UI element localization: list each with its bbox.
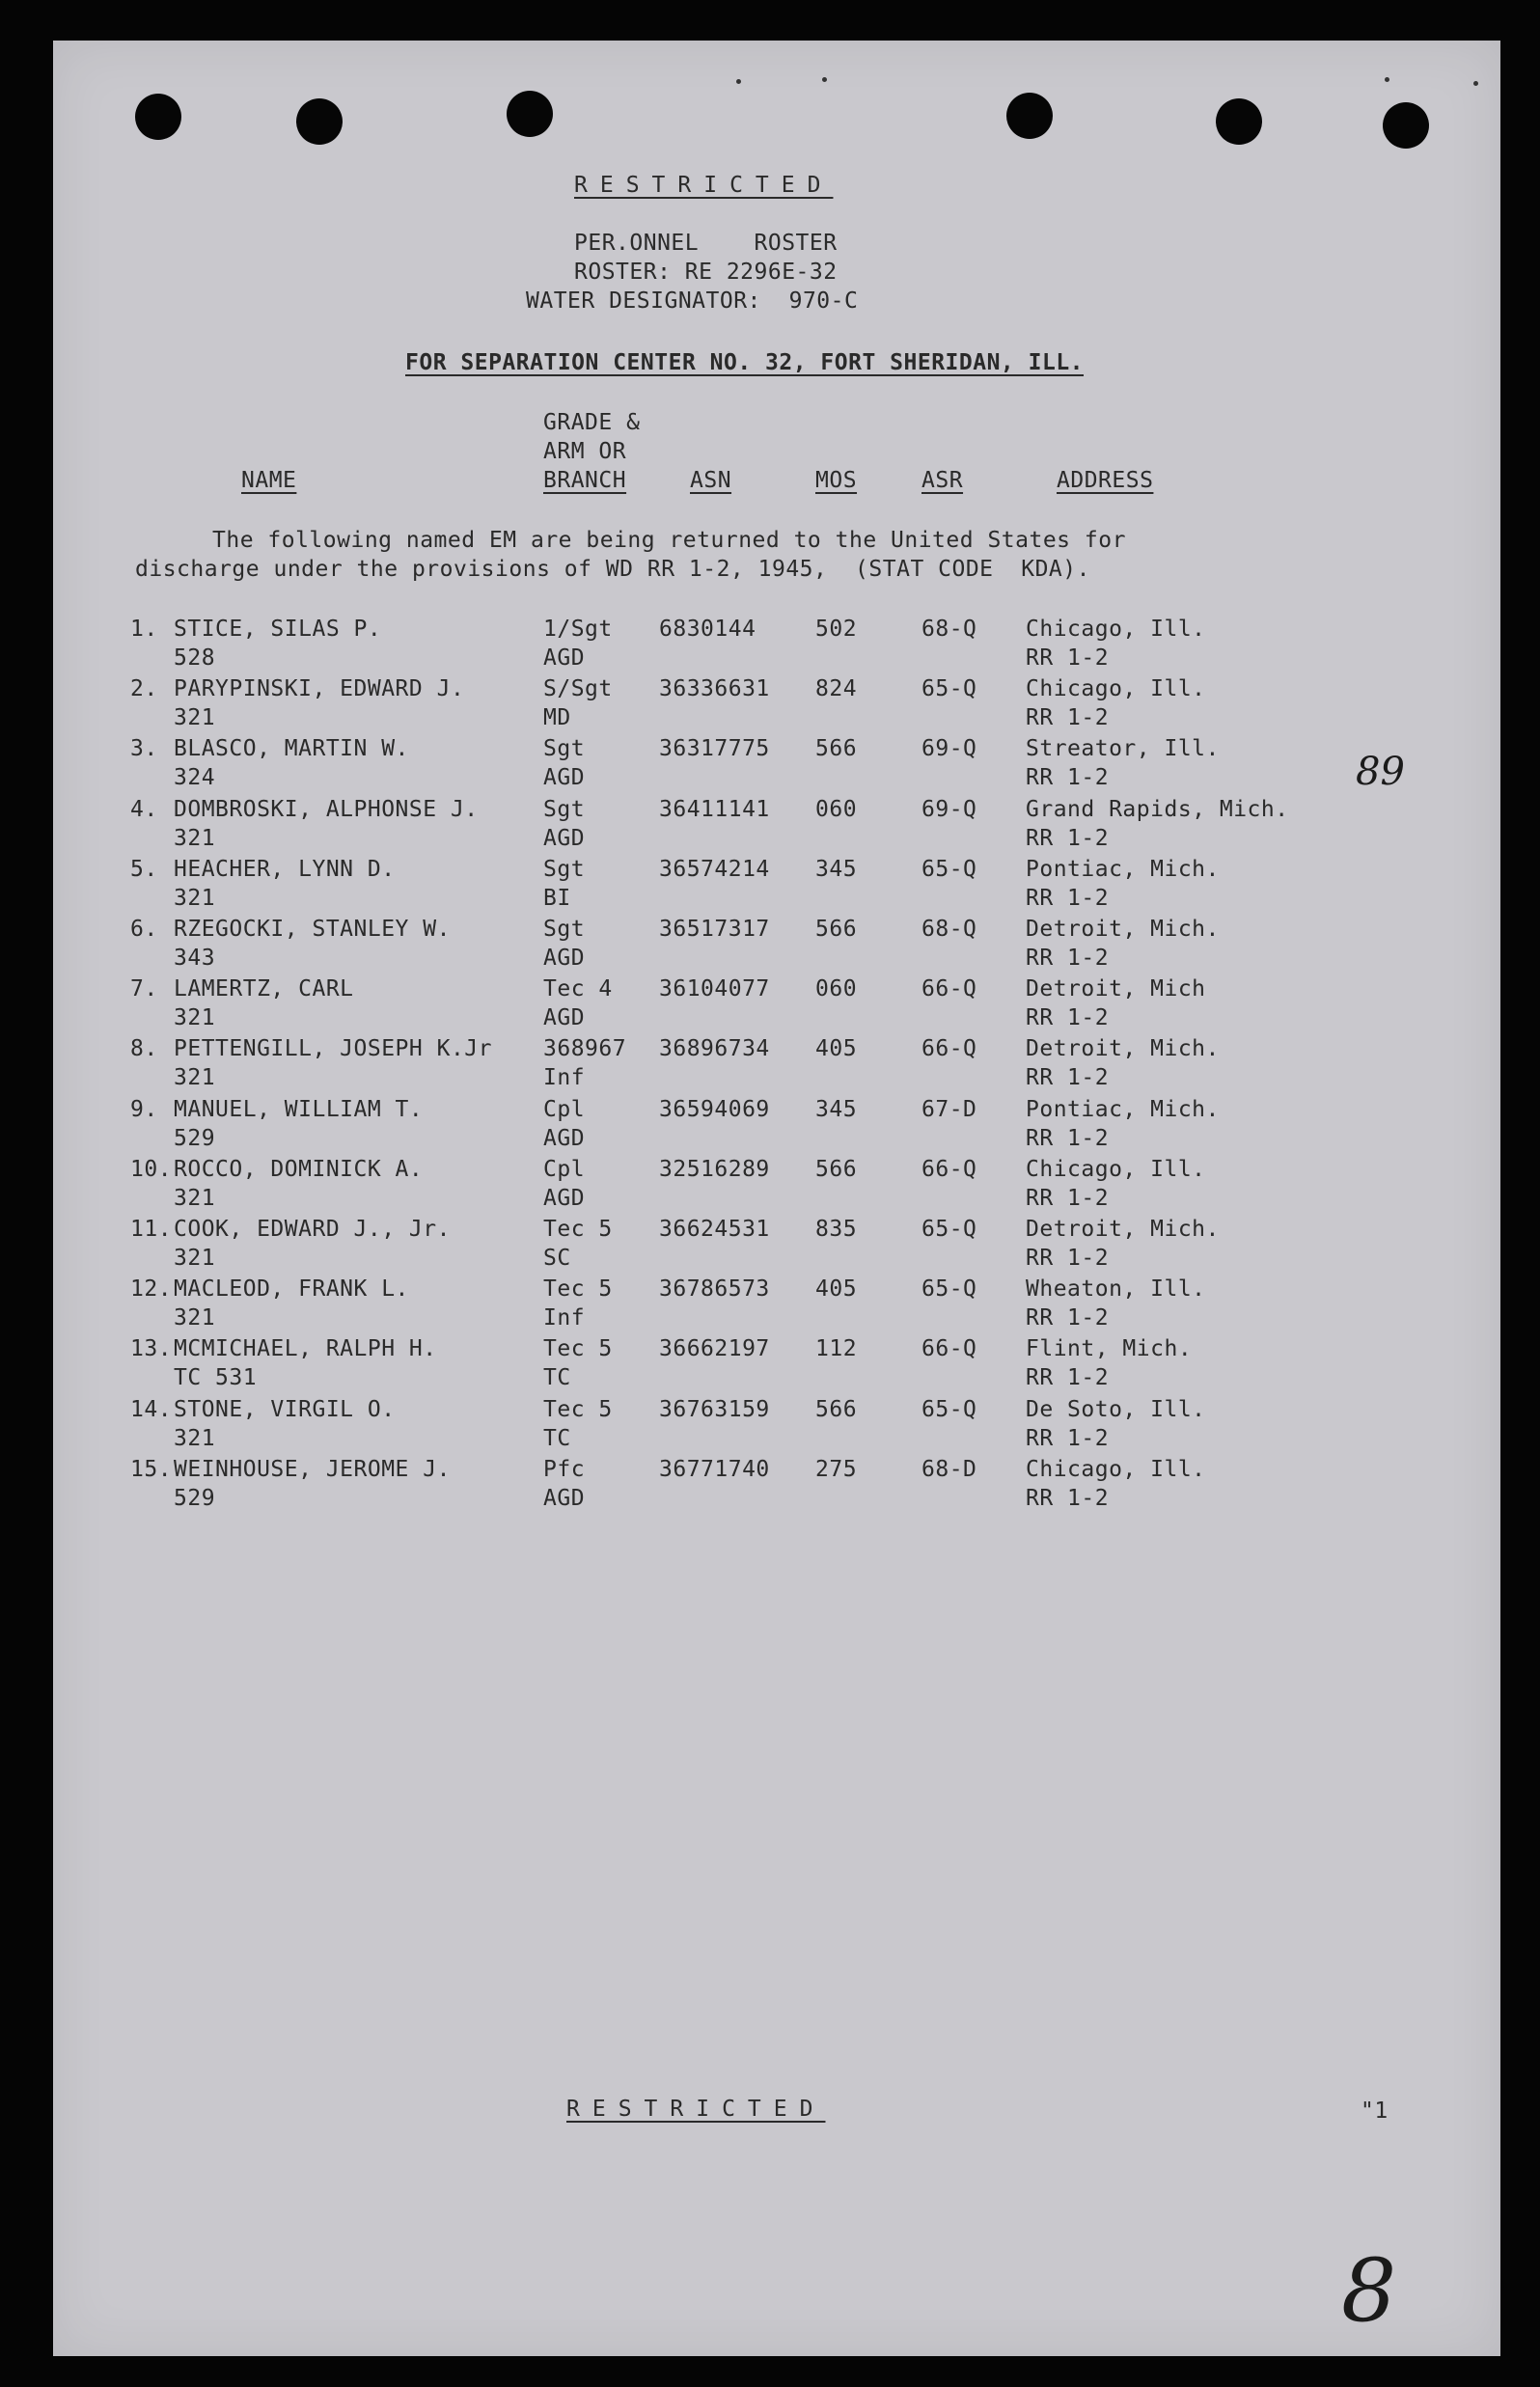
row-address: Detroit, Mich. — [1026, 1217, 1220, 1242]
row-code: 321 — [174, 1005, 216, 1031]
row-address: Detroit, Mich — [1026, 976, 1206, 1002]
row-code: 529 — [174, 1125, 216, 1151]
row-name: COOK, EDWARD J., Jr. — [174, 1217, 451, 1242]
row-address: Chicago, Ill. — [1026, 1456, 1206, 1482]
row-asr: 65-Q — [921, 1217, 977, 1242]
row-branch: Inf — [543, 1305, 586, 1331]
row-grade: Inf — [543, 1065, 586, 1091]
col-asr: ASR — [921, 468, 964, 493]
row-asr: 68-Q — [921, 917, 977, 942]
row-asr: 66-Q — [921, 1336, 977, 1362]
speck — [1473, 81, 1478, 86]
row-rr: RR 1-2 — [1026, 1065, 1110, 1091]
row-grade: Cpl — [543, 1156, 586, 1182]
row-asr: 65-Q — [921, 1276, 977, 1303]
row-grade: Sgt — [543, 736, 586, 762]
row-address: Wheaton, Ill. — [1026, 1276, 1206, 1303]
punch-hole — [1383, 102, 1429, 149]
row-asr: 68-Q — [921, 617, 977, 642]
row-asn: 36574214 — [659, 856, 770, 882]
row-name: PETTENGILL, JOSEPH K.Jr — [174, 1036, 492, 1062]
row-address: Flint, Mich. — [1026, 1336, 1193, 1362]
row-number: 1. — [130, 617, 158, 642]
row-branch: AGD — [543, 1005, 586, 1031]
row-mos: 060 — [815, 796, 858, 822]
row-code: 321 — [174, 1185, 216, 1211]
row-rr: RR 1-2 — [1026, 1246, 1110, 1271]
row-code: 321 — [174, 1246, 216, 1271]
row-asr: 69-Q — [921, 736, 977, 762]
row-asn: 36896734 — [659, 1036, 770, 1062]
row-name: STONE, VIRGIL O. — [174, 1396, 396, 1422]
row-branch: TC — [543, 1365, 571, 1391]
col-grade-1: GRADE & — [543, 410, 641, 435]
row-grade: Tec 5 — [543, 1336, 613, 1362]
row-rr: RR 1-2 — [1026, 1185, 1110, 1211]
row-name: DOMBROSKI, ALPHONSE J. — [174, 796, 479, 822]
row-asn: 36336631 — [659, 676, 770, 702]
row-number: 13. — [130, 1336, 173, 1362]
classification-top: RESTRICTED — [574, 173, 834, 198]
row-grade: Tec 5 — [543, 1276, 613, 1303]
row-name: MANUEL, WILLIAM T. — [174, 1096, 424, 1122]
row-branch: AGD — [543, 1185, 586, 1211]
punch-hole — [1216, 98, 1262, 145]
row-branch: BI — [543, 885, 571, 911]
row-rr: RR 1-2 — [1026, 946, 1110, 971]
row-mos: 566 — [815, 736, 858, 762]
row-mos: 405 — [815, 1036, 858, 1062]
classification-bottom: RESTRICTED — [566, 2097, 826, 2122]
row-mos: 835 — [815, 1217, 858, 1242]
row-asn: 32516289 — [659, 1156, 770, 1182]
col-address: ADDRESS — [1057, 468, 1154, 493]
row-branch: MD — [543, 705, 571, 731]
row-grade: Pfc — [543, 1456, 586, 1482]
punch-hole — [1006, 93, 1053, 139]
row-mos: 275 — [815, 1456, 858, 1482]
row-branch: AGD — [543, 1125, 586, 1151]
row-address: Streator, Ill. — [1026, 736, 1220, 762]
row-mos: 502 — [815, 617, 858, 642]
row-asn: 36771740 — [659, 1456, 770, 1482]
row-number: 15. — [130, 1456, 173, 1482]
row-branch: TC — [543, 1425, 571, 1451]
row-mos: 060 — [815, 976, 858, 1002]
row-number: 7. — [130, 976, 158, 1002]
row-rr: RR 1-2 — [1026, 885, 1110, 911]
roster-number: ROSTER: RE 2296E-32 — [574, 260, 838, 285]
row-asr: 65-Q — [921, 1396, 977, 1422]
row-asr: 68-D — [921, 1456, 977, 1482]
row-code: 529 — [174, 1485, 216, 1511]
row-grade: Tec 5 — [543, 1396, 613, 1422]
row-rr: RR 1-2 — [1026, 1365, 1110, 1391]
row-mos: 112 — [815, 1336, 858, 1362]
row-code: TC 531 — [174, 1365, 258, 1391]
row-code: 324 — [174, 765, 216, 791]
row-mos: 345 — [815, 1096, 858, 1122]
row-asr: 67-D — [921, 1096, 977, 1122]
row-code: 321 — [174, 1305, 216, 1331]
speck — [736, 79, 741, 84]
row-name: ROCCO, DOMINICK A. — [174, 1156, 424, 1182]
row-code: 343 — [174, 946, 216, 971]
row-grade: S/Sgt — [543, 676, 613, 702]
row-number: 2. — [130, 676, 158, 702]
row-address: De Soto, Ill. — [1026, 1396, 1206, 1422]
row-branch: AGD — [543, 765, 586, 791]
row-rr: RR 1-2 — [1026, 1485, 1110, 1511]
row-number: 14. — [130, 1396, 173, 1422]
intro-line-2: discharge under the provisions of WD RR 1-2, 1945, (STAT CODE KDA). — [135, 557, 1090, 582]
row-asr: 65-Q — [921, 676, 977, 702]
row-number: 12. — [130, 1276, 173, 1303]
row-asn: 36662197 — [659, 1336, 770, 1362]
row-address: Grand Rapids, Mich. — [1026, 796, 1289, 822]
row-rr: RR 1-2 — [1026, 1005, 1110, 1031]
row-number: 6. — [130, 917, 158, 942]
row-asn: 36104077 — [659, 976, 770, 1002]
row-grade: Sgt — [543, 856, 586, 882]
row-grade: Sgt — [543, 917, 586, 942]
row-name: WEINHOUSE, JEROME J. — [174, 1456, 451, 1482]
row-asr: 69-Q — [921, 796, 977, 822]
row-branch: AGD — [543, 946, 586, 971]
row-mos: 405 — [815, 1276, 858, 1303]
row-number: 11. — [130, 1217, 173, 1242]
row-mos: 345 — [815, 856, 858, 882]
row-rr: RR 1-2 — [1026, 765, 1110, 791]
row-branch: AGD — [543, 1485, 586, 1511]
row-asn: 36594069 — [659, 1096, 770, 1122]
row-number: 10. — [130, 1156, 173, 1182]
row-grade: Cpl — [543, 1096, 586, 1122]
handwritten-page-number: 8 — [1341, 2240, 1397, 2342]
row-name: PARYPINSKI, EDWARD J. — [174, 676, 465, 702]
row-number: 4. — [130, 796, 158, 822]
row-mos: 566 — [815, 917, 858, 942]
row-name: LAMERTZ, CARL — [174, 976, 354, 1002]
row-rr: RR 1-2 — [1026, 645, 1110, 671]
row-code: 528 — [174, 645, 216, 671]
document-page — [53, 41, 1500, 2356]
row-name: RZEGOCKI, STANLEY W. — [174, 917, 451, 942]
row-mos: 566 — [815, 1396, 858, 1422]
row-code: 321 — [174, 1065, 216, 1091]
row-code: 321 — [174, 705, 216, 731]
row-branch: SC — [543, 1246, 571, 1271]
row-number: 8. — [130, 1036, 158, 1062]
col-mos: MOS — [815, 468, 858, 493]
row-asr: 65-Q — [921, 856, 977, 882]
row-address: Pontiac, Mich. — [1026, 856, 1220, 882]
punch-hole — [507, 91, 553, 137]
row-asr: 66-Q — [921, 1156, 977, 1182]
row-mos: 824 — [815, 676, 858, 702]
row-grade-note: 368967 — [543, 1036, 627, 1062]
row-grade: Tec 4 — [543, 976, 613, 1002]
row-name: HEACHER, LYNN D. — [174, 856, 396, 882]
row-address: Chicago, Ill. — [1026, 676, 1206, 702]
row-address: Pontiac, Mich. — [1026, 1096, 1220, 1122]
handwritten-side-number: 89 — [1356, 750, 1405, 794]
roster-title: PER.ONNEL ROSTER — [574, 231, 838, 256]
speck — [822, 77, 827, 82]
row-asn: 36624531 — [659, 1217, 770, 1242]
row-grade: 1/Sgt — [543, 617, 613, 642]
row-asn: 36317775 — [659, 736, 770, 762]
row-address: Detroit, Mich. — [1026, 1036, 1220, 1062]
row-number: 5. — [130, 856, 158, 882]
row-number: 9. — [130, 1096, 158, 1122]
row-name: MCMICHAEL, RALPH H. — [174, 1336, 437, 1362]
page-mark: "1 — [1361, 2099, 1389, 2124]
row-asr: 66-Q — [921, 976, 977, 1002]
separation-center-subtitle: FOR SEPARATION CENTER NO. 32, FORT SHERIDAN, ILL. — [405, 350, 1085, 375]
row-address: Detroit, Mich. — [1026, 917, 1220, 942]
row-branch: AGD — [543, 645, 586, 671]
col-grade-2: ARM OR — [543, 439, 627, 464]
col-asn: ASN — [690, 468, 732, 493]
row-address: Chicago, Ill. — [1026, 617, 1206, 642]
row-grade: Sgt — [543, 796, 586, 822]
row-asn: 36786573 — [659, 1276, 770, 1303]
punch-hole — [296, 98, 343, 145]
row-asn: 36411141 — [659, 796, 770, 822]
col-grade-3: BRANCH — [543, 468, 627, 493]
row-grade: Tec 5 — [543, 1217, 613, 1242]
col-name: NAME — [241, 468, 297, 493]
intro-line-1: The following named EM are being returned to the United States for — [212, 528, 1126, 553]
row-name: STICE, SILAS P. — [174, 617, 382, 642]
punch-hole — [135, 94, 181, 140]
row-name: BLASCO, MARTIN W. — [174, 736, 409, 762]
row-rr: RR 1-2 — [1026, 1125, 1110, 1151]
row-code: 321 — [174, 825, 216, 851]
speck — [1385, 77, 1389, 82]
row-code: 321 — [174, 1425, 216, 1451]
row-asn: 36517317 — [659, 917, 770, 942]
row-rr: RR 1-2 — [1026, 1425, 1110, 1451]
row-asn: 36763159 — [659, 1396, 770, 1422]
row-rr: RR 1-2 — [1026, 825, 1110, 851]
water-designator: WATER DESIGNATOR: 970-C — [526, 288, 859, 314]
row-address: Chicago, Ill. — [1026, 1156, 1206, 1182]
row-asr: 66-Q — [921, 1036, 977, 1062]
row-branch: AGD — [543, 825, 586, 851]
row-code: 321 — [174, 885, 216, 911]
row-name: MACLEOD, FRANK L. — [174, 1276, 409, 1303]
row-asn: 6830144 — [659, 617, 756, 642]
row-rr: RR 1-2 — [1026, 705, 1110, 731]
row-mos: 566 — [815, 1156, 858, 1182]
row-rr: RR 1-2 — [1026, 1305, 1110, 1331]
row-number: 3. — [130, 736, 158, 762]
